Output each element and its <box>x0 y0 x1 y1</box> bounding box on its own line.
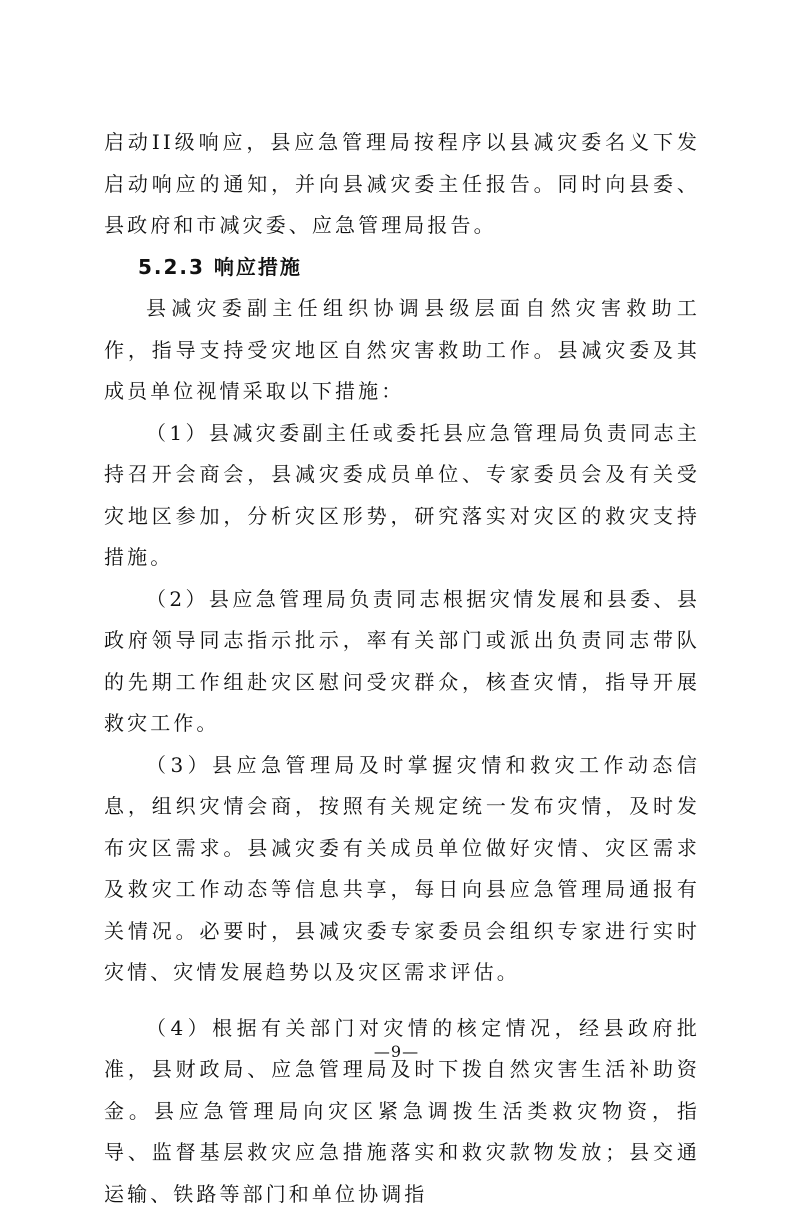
measures-intro-paragraph: 县减灾委副主任组织协调县级层面自然灾害救助工作，指导支持受灾地区自然灾害救助工作。县减灾委及其成员单位视情采取以下措施： <box>104 288 700 413</box>
intro-paragraph: 启动II级响应，县应急管理局按程序以县减灾委名义下发启动响应的通知，并向县减灾委主任报告。同时向县委、县政府和市减灾委、应急管理局报告。 <box>104 122 700 247</box>
paragraph-gap <box>104 994 700 1008</box>
measure-item-2: （2）县应急管理局负责同志根据灾情发展和县委、县政府领导同志指示批示，率有关部门或派出负责同志带队的先期工作组赴灾区慰问受灾群众，核查灾情，指导开展救灾工作。 <box>104 579 700 745</box>
section-heading: 5.2.3 响应措施 <box>104 247 700 289</box>
measure-item-1: （1）县减灾委副主任或委托县应急管理局负责同志主持召开会商会，县减灾委成员单位、专家委员会及有关受灾地区参加，分析灾区形势，研究落实对灾区的救灾支持措施。 <box>104 413 700 579</box>
measure-item-4: （4）根据有关部门对灾情的核定情况，经县政府批准，县财政局、应急管理局及时下拨自然灾害生活补助资金。县应急管理局向灾区紧急调拨生活类救灾物资，指导、监督基层救灾应急措施落实和救灾款物发放；县交通运输、铁路等部门和单位协调指 <box>104 1008 700 1215</box>
measure-item-3: （3）县应急管理局及时掌握灾情和救灾工作动态信息，组织灾情会商，按照有关规定统一发布灾情，及时发布灾区需求。县减灾委有关成员单位做好灾情、灾区需求及救灾工作动态等信息共享，每日向县应急管理局通报有关情况。必要时，县减灾委专家委员会组织专家进行实时灾情、灾情发展趋势以及灾区需求评估。 <box>104 745 700 994</box>
page-number: —9— <box>0 1042 793 1061</box>
